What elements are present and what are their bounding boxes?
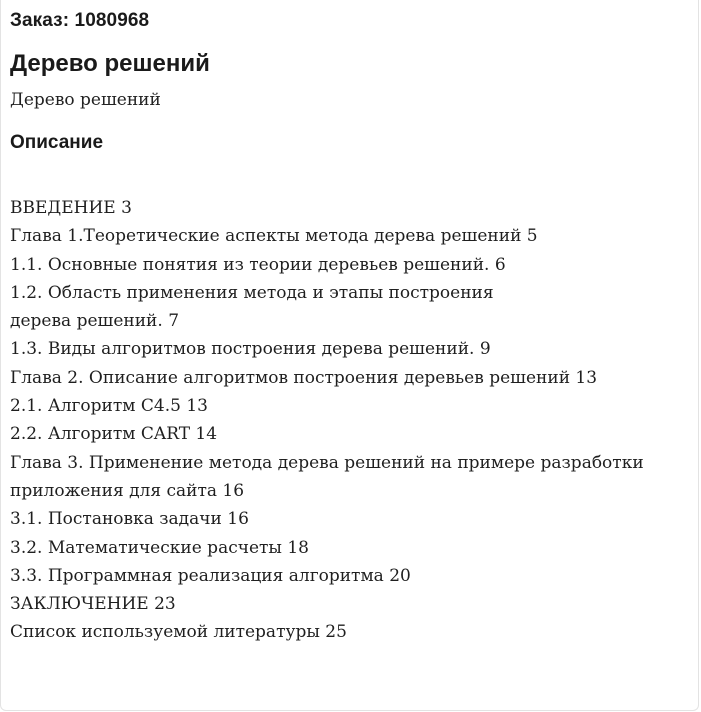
toc-line: приложения для сайта 16 <box>10 480 245 501</box>
toc-line: Глава 1.Теоретические аспекты метода дерева решений 5 <box>10 226 538 247</box>
document-subtitle: Дерево решений <box>10 90 161 110</box>
order-number: Заказ: 1080968 <box>10 10 150 31</box>
toc-line: 1.2. Область применения метода и этапы построения <box>10 282 494 303</box>
description-heading: Описание <box>10 132 104 153</box>
toc-line: 1.3. Виды алгоритмов построения дерева решений. 9 <box>10 339 491 360</box>
toc-line: Список используемой литературы 25 <box>10 622 347 643</box>
toc-line: 3.2. Математические расчеты 18 <box>10 537 309 558</box>
toc-line: ЗАКЛЮЧЕНИЕ 23 <box>10 594 176 615</box>
toc-line: Глава 3. Применение метода дерева решений на примере разработки <box>10 452 644 473</box>
toc-line: ВВЕДЕНИЕ 3 <box>10 198 132 218</box>
document-title: Дерево решений <box>10 50 210 77</box>
toc-line: 3.3. Программная реализация алгоритма 20 <box>10 565 411 586</box>
toc-line: 3.1. Постановка задачи 16 <box>10 509 249 530</box>
toc-line: 2.1. Алгоритм C4.5 13 <box>10 396 208 417</box>
table-of-contents <box>10 194 694 647</box>
toc-line: дерева решений. 7 <box>10 311 180 332</box>
toc-line: Глава 2. Описание алгоритмов построения деревьев решений 13 <box>10 367 598 388</box>
toc-line: 1.1. Основные понятия из теории деревьев решений. 6 <box>10 254 506 275</box>
toc-line: 2.2. Алгоритм CART 14 <box>10 424 218 445</box>
